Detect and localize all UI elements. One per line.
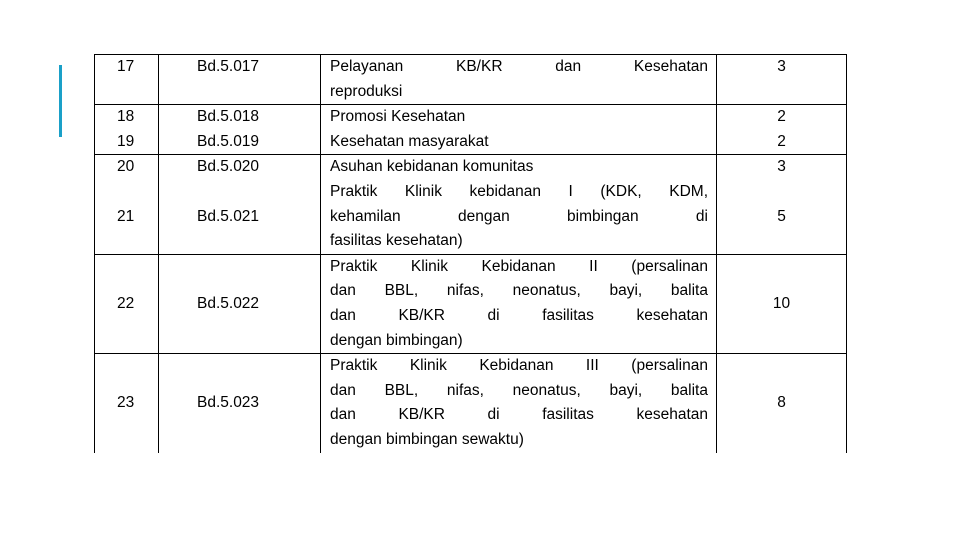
course-name-line: dan KB/KR di fasilitas kesehatan bbox=[330, 306, 708, 324]
course-name-line: reproduksi bbox=[330, 82, 403, 100]
table-row bbox=[95, 130, 847, 155]
table-row bbox=[95, 55, 847, 105]
row-number: 19 bbox=[95, 130, 159, 155]
row-number: 18 bbox=[95, 105, 159, 130]
row-number: 17 bbox=[95, 55, 159, 105]
course-code: Bd.5.021 bbox=[159, 180, 321, 254]
course-name bbox=[321, 55, 717, 105]
course-name bbox=[321, 130, 717, 155]
course-name-line: dan KB/KR di fasilitas kesehatan bbox=[330, 406, 708, 424]
course-name-line: dengan bimbingan) bbox=[330, 331, 463, 349]
course-name-line: Asuhan kebidanan komunitas bbox=[330, 158, 534, 176]
row-number: 21 bbox=[95, 180, 159, 254]
course-credits: 2 bbox=[717, 130, 847, 155]
course-credits: 3 bbox=[717, 155, 847, 180]
course-name-line: Promosi Kesehatan bbox=[330, 108, 466, 126]
course-name-line: dan BBL, nifas, neonatus, bayi, balita bbox=[330, 282, 708, 300]
table-row bbox=[95, 254, 847, 353]
course-name bbox=[321, 105, 717, 130]
course-code: Bd.5.022 bbox=[159, 254, 321, 353]
row-number: 22 bbox=[95, 254, 159, 353]
course-name-line: dan BBL, nifas, neonatus, bayi, balita bbox=[330, 381, 708, 399]
course-credits: 3 bbox=[717, 55, 847, 105]
slide-accent-bar bbox=[59, 65, 62, 137]
course-credits: 5 bbox=[717, 180, 847, 254]
course-credits: 8 bbox=[717, 354, 847, 453]
course-name-line: fasilitas kesehatan) bbox=[330, 232, 463, 250]
course-table-container bbox=[94, 54, 846, 448]
course-name-line: Pelayanan KB/KR dan Kesehatan bbox=[330, 58, 708, 75]
table-row bbox=[95, 180, 847, 254]
course-name-line: Praktik Klinik Kebidanan II (persalinan bbox=[330, 257, 708, 275]
course-name bbox=[321, 180, 717, 254]
row-number: 20 bbox=[95, 155, 159, 180]
course-code: Bd.5.023 bbox=[159, 354, 321, 453]
course-code: Bd.5.017 bbox=[159, 55, 321, 105]
course-code: Bd.5.020 bbox=[159, 155, 321, 180]
row-number: 23 bbox=[95, 354, 159, 453]
course-code: Bd.5.019 bbox=[159, 130, 321, 155]
course-name bbox=[321, 155, 717, 180]
table-row bbox=[95, 155, 847, 180]
course-name-line: dengan bimbingan sewaktu) bbox=[330, 430, 524, 448]
course-credits: 10 bbox=[717, 254, 847, 353]
course-table bbox=[94, 54, 847, 453]
course-credits: 2 bbox=[717, 105, 847, 130]
course-name bbox=[321, 254, 717, 353]
course-code: Bd.5.018 bbox=[159, 105, 321, 130]
course-name-line: Praktik Klinik Kebidanan III (persalinan bbox=[330, 357, 708, 375]
course-name-line: Kesehatan masyarakat bbox=[330, 132, 489, 150]
table-row bbox=[95, 105, 847, 130]
course-name-line: Praktik Klinik kebidanan I (KDK, KDM, bbox=[330, 182, 708, 200]
course-name-line: kehamilan dengan bimbingan di bbox=[330, 207, 708, 225]
table-row bbox=[95, 354, 847, 453]
course-name bbox=[321, 354, 717, 453]
